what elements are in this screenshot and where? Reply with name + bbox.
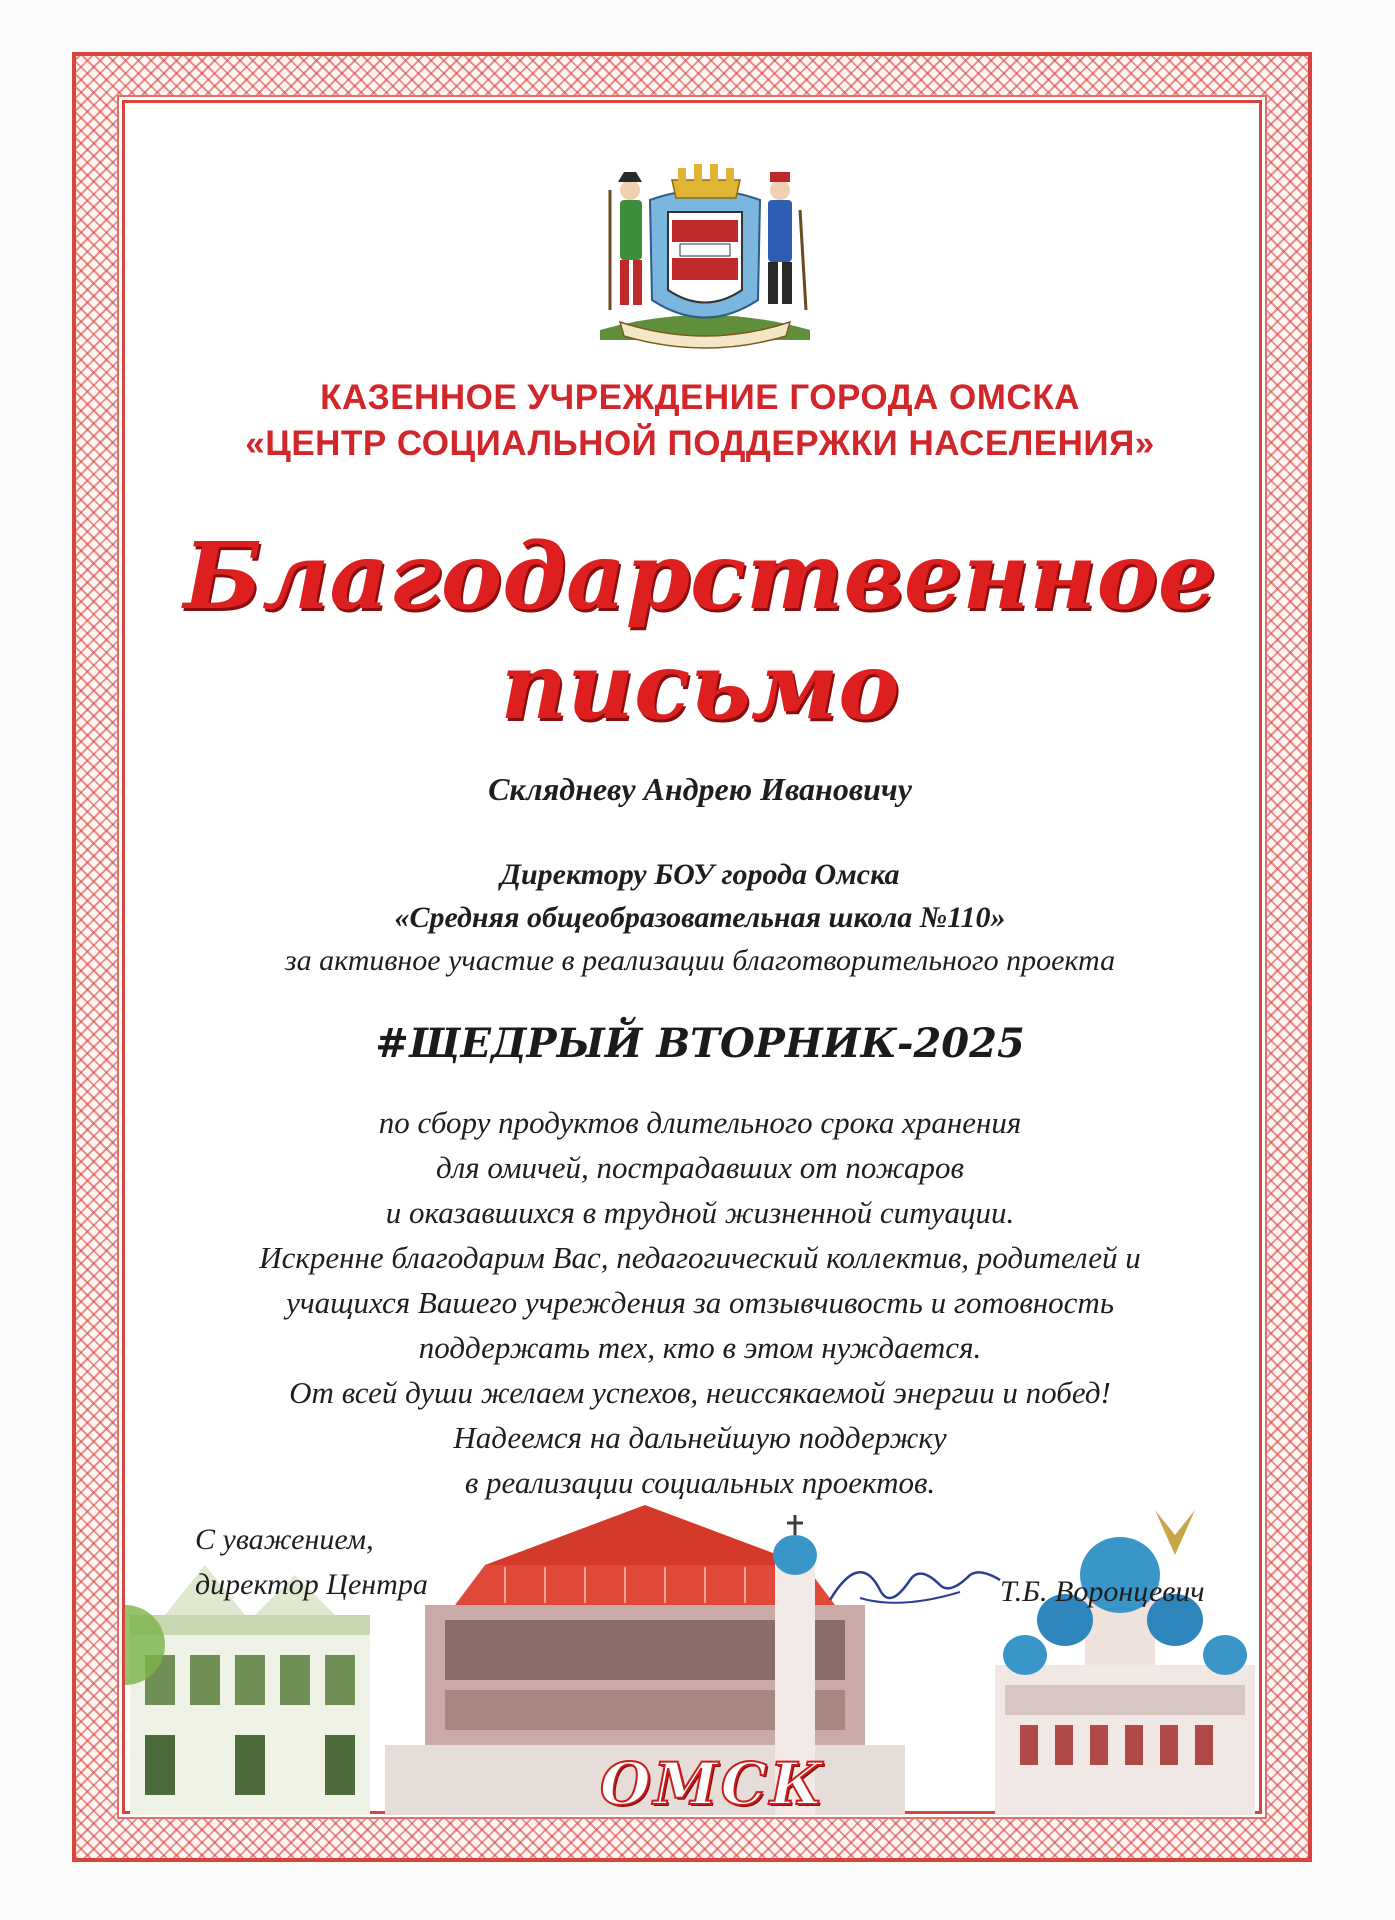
signatory-name: Т.Б. Воронцевич <box>1000 1575 1205 1608</box>
closing-regards: С уважением, <box>195 1523 374 1556</box>
recipient-name: Склядневу Андрею Ивановичу <box>488 771 912 807</box>
city-label: ОМСК <box>600 1750 826 1818</box>
recipient-position: Директору БОУ города Омска <box>500 858 900 891</box>
body-line: в реализации социальных проектов. <box>464 1465 936 1500</box>
body-line: поддержать тех, кто в этом нуждается. <box>418 1330 982 1365</box>
body-line: Надеемся на дальнейшую поддержку <box>453 1420 947 1455</box>
handwritten-signature <box>820 1540 1010 1630</box>
document-title-line-2: письмо <box>500 632 900 740</box>
body-line: учащихся Вашего учреждения за отзывчивость и готовность <box>286 1285 1114 1320</box>
document-title-line-1: Благодарственное <box>183 522 1217 630</box>
project-name: #ЩЕДРЫЙ ВТОРНИК-2025 <box>375 1020 1025 1067</box>
award-reason: за активное участие в реализации благотворительного проекта <box>284 944 1116 977</box>
signatory-title: директор Центра <box>195 1568 428 1601</box>
body-line: От всей души желаем успехов, неиссякаемой энергии и побед! <box>289 1375 1111 1410</box>
body-line: по сбору продуктов длительного срока хранения <box>378 1105 1022 1140</box>
body-line: и оказавшихся в трудной жизненной ситуации. <box>385 1195 1015 1230</box>
body-line: Искренне благодарим Вас, педагогический коллектив, родителей и <box>259 1240 1141 1275</box>
organization-name-line-1: КАЗЕННОЕ УЧРЕЖДЕНИЕ ГОРОДА ОМСКА <box>320 378 1080 417</box>
omsk-coat-of-arms <box>590 150 820 350</box>
organization-name-line-2: «ЦЕНТР СОЦИАЛЬНОЙ ПОДДЕРЖКИ НАСЕЛЕНИЯ» <box>245 424 1155 463</box>
body-line: для омичей, пострадавших от пожаров <box>436 1150 964 1185</box>
recipient-school: «Средняя общеобразовательная школа №110» <box>394 901 1006 934</box>
